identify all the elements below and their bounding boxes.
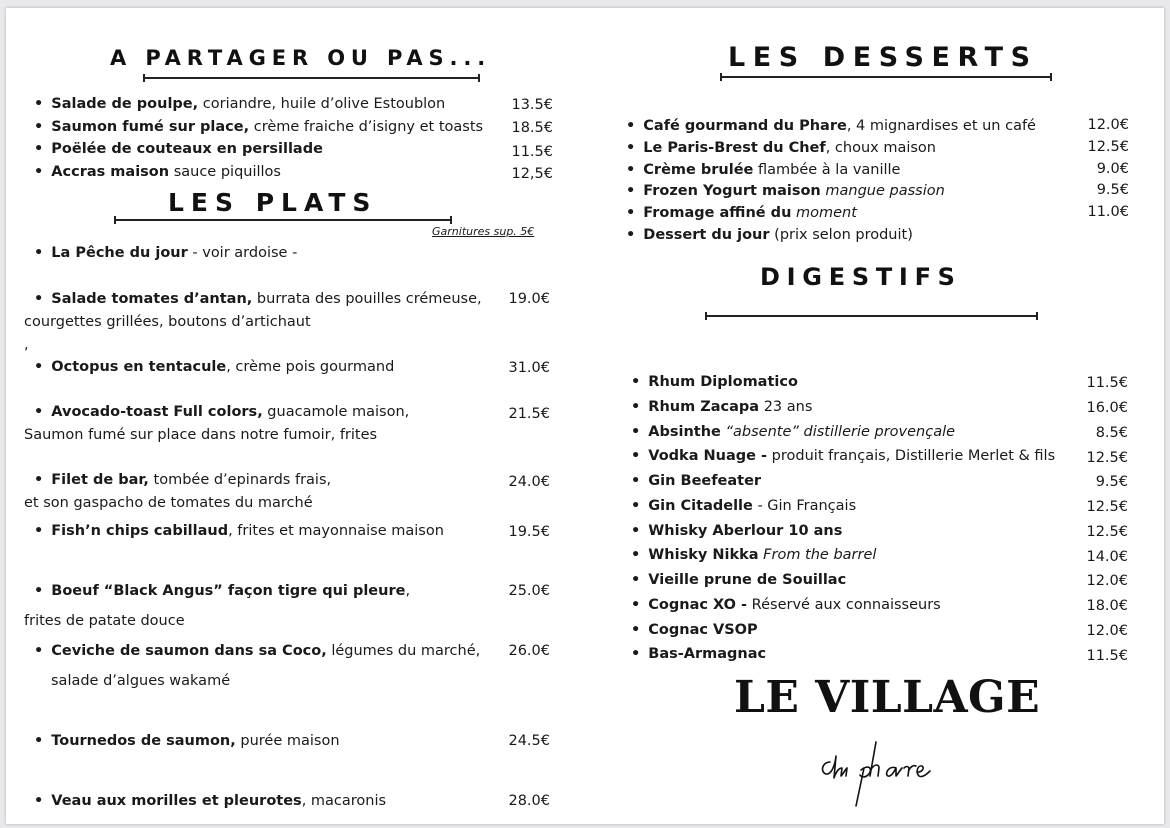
item-continuation: salade d’algues wakamé <box>51 673 231 689</box>
item-price: 12.0€ <box>1087 117 1129 133</box>
item-continuation: et son gaspacho de tomates du marché <box>24 495 313 511</box>
item-price: 9.5€ <box>1096 182 1129 198</box>
item-price: 11.0€ <box>1087 204 1129 220</box>
item-price: 11.5€ <box>1086 375 1128 391</box>
list-item: • Gin Citadelle - Gin Français <box>631 498 857 514</box>
list-item: • Veau aux morilles et pleurotes, macaronis <box>34 793 387 809</box>
item-price: 28.0€ <box>508 793 550 809</box>
item-continuation: Saumon fumé sur place dans notre fumoir, frites <box>24 427 378 443</box>
list-item: • Dessert du jour (prix selon produit) <box>626 227 913 243</box>
list-item: • Avocado-toast Full colors, guacamole maison, <box>34 404 410 420</box>
list-item: • Filet de bar, tombée d’epinards frais, <box>34 472 332 488</box>
title-underline <box>705 315 1038 317</box>
list-item: • Rhum Zacapa 23 ans <box>631 399 813 415</box>
list-item: • Frozen Yogurt maison mangue passion <box>626 183 945 199</box>
item-continuation: courgettes grillées, boutons d’artichaut <box>24 314 311 330</box>
item-price: 12.5€ <box>1086 450 1128 466</box>
item-price: 12.5€ <box>1086 524 1128 540</box>
list-item: • Fromage affiné du moment <box>626 205 857 221</box>
item-price: 13.5€ <box>511 97 553 113</box>
item-price: 26.0€ <box>508 643 550 659</box>
item-price: 12,5€ <box>511 166 553 182</box>
list-item: • La Pêche du jour - voir ardoise - <box>34 245 298 261</box>
item-price: 9.0€ <box>1096 161 1129 177</box>
list-item: • Cognac VSOP <box>631 622 758 638</box>
item-price: 19.0€ <box>508 291 550 307</box>
item-price: 8.5€ <box>1095 425 1128 441</box>
item-price: 19.5€ <box>508 524 550 540</box>
list-item: • Salade tomates d’antan, burrata des pouilles crémeuse, <box>34 291 482 307</box>
list-item: • Tournedos de saumon, purée maison <box>34 733 340 749</box>
item-price: 18.5€ <box>511 120 553 136</box>
item-price: 9.5€ <box>1095 474 1128 490</box>
list-item: • Whisky Nikka From the barrel <box>631 547 877 563</box>
list-item: • Rhum Diplomatico <box>631 374 798 390</box>
section-title-partager: A PARTAGER OU PAS... <box>110 46 492 70</box>
list-item: • Vieille prune de Souillac <box>631 572 847 588</box>
list-item: • Whisky Aberlour 10 ans <box>631 523 843 539</box>
list-item: • Boeuf “Black Angus” façon tigre qui pleure, <box>34 583 411 599</box>
section-title-digestifs: DIGESTIFS <box>760 263 962 291</box>
item-price: 21.5€ <box>508 406 550 422</box>
item-price: 16.0€ <box>1086 400 1128 416</box>
list-item: • Crème brulée flambée à la vanille <box>626 162 901 178</box>
list-item: • Absinthe “absente” distillerie provençale <box>631 424 956 440</box>
list-item: • Le Paris-Brest du Chef, choux maison <box>626 140 936 156</box>
title-underline <box>114 219 452 221</box>
list-item: • Ceviche de saumon dans sa Coco, légumes du marché, <box>34 643 481 659</box>
item-price: 24.0€ <box>508 474 550 490</box>
menu-page <box>6 8 1164 824</box>
list-item: • Saumon fumé sur place, crème fraiche d’isigny et toasts <box>34 119 484 135</box>
item-price: 12.5€ <box>1087 139 1129 155</box>
logo-script-subtitle <box>816 728 966 808</box>
item-price: 18.0€ <box>1086 598 1128 614</box>
list-item: • Bas-Armagnac <box>631 646 767 662</box>
title-underline <box>720 76 1052 78</box>
item-price: 11.5€ <box>1086 648 1128 664</box>
item-continuation: frites de patate douce <box>24 613 185 629</box>
item-price: 25.0€ <box>508 583 550 599</box>
item-price: 12.0€ <box>1086 573 1128 589</box>
item-price: 31.0€ <box>508 360 550 376</box>
stray-comma: , <box>24 337 29 353</box>
item-price: 11.5€ <box>511 144 553 160</box>
title-underline <box>143 77 480 79</box>
list-item: • Poëlée de couteaux en persillade <box>34 141 323 157</box>
section-title-plats: LES PLATS <box>168 188 378 217</box>
list-item: • Octopus en tentacule, crème pois gourmand <box>34 359 395 375</box>
item-price: 12.5€ <box>1086 499 1128 515</box>
item-price: 14.0€ <box>1086 549 1128 565</box>
list-item: • Café gourmand du Phare, 4 mignardises et un café <box>626 118 1036 134</box>
garnish-note: Garnitures sup. 5€ <box>432 225 535 238</box>
section-title-desserts: LES DESSERTS <box>728 42 1038 73</box>
logo-title: LE VILLAGE <box>734 672 1041 723</box>
list-item: • Salade de poulpe, coriandre, huile d’olive Estoublon <box>34 96 446 112</box>
list-item: • Vodka Nuage - produit français, Distillerie Merlet & fils <box>631 448 1056 464</box>
list-item: • Cognac XO - Réservé aux connaisseurs <box>631 597 941 613</box>
list-item: • Gin Beefeater <box>631 473 762 489</box>
list-item: • Fish’n chips cabillaud, frites et mayonnaise maison <box>34 523 444 539</box>
item-price: 24.5€ <box>508 733 550 749</box>
list-item: • Accras maison sauce piquillos <box>34 164 281 180</box>
item-price: 12.0€ <box>1086 623 1128 639</box>
